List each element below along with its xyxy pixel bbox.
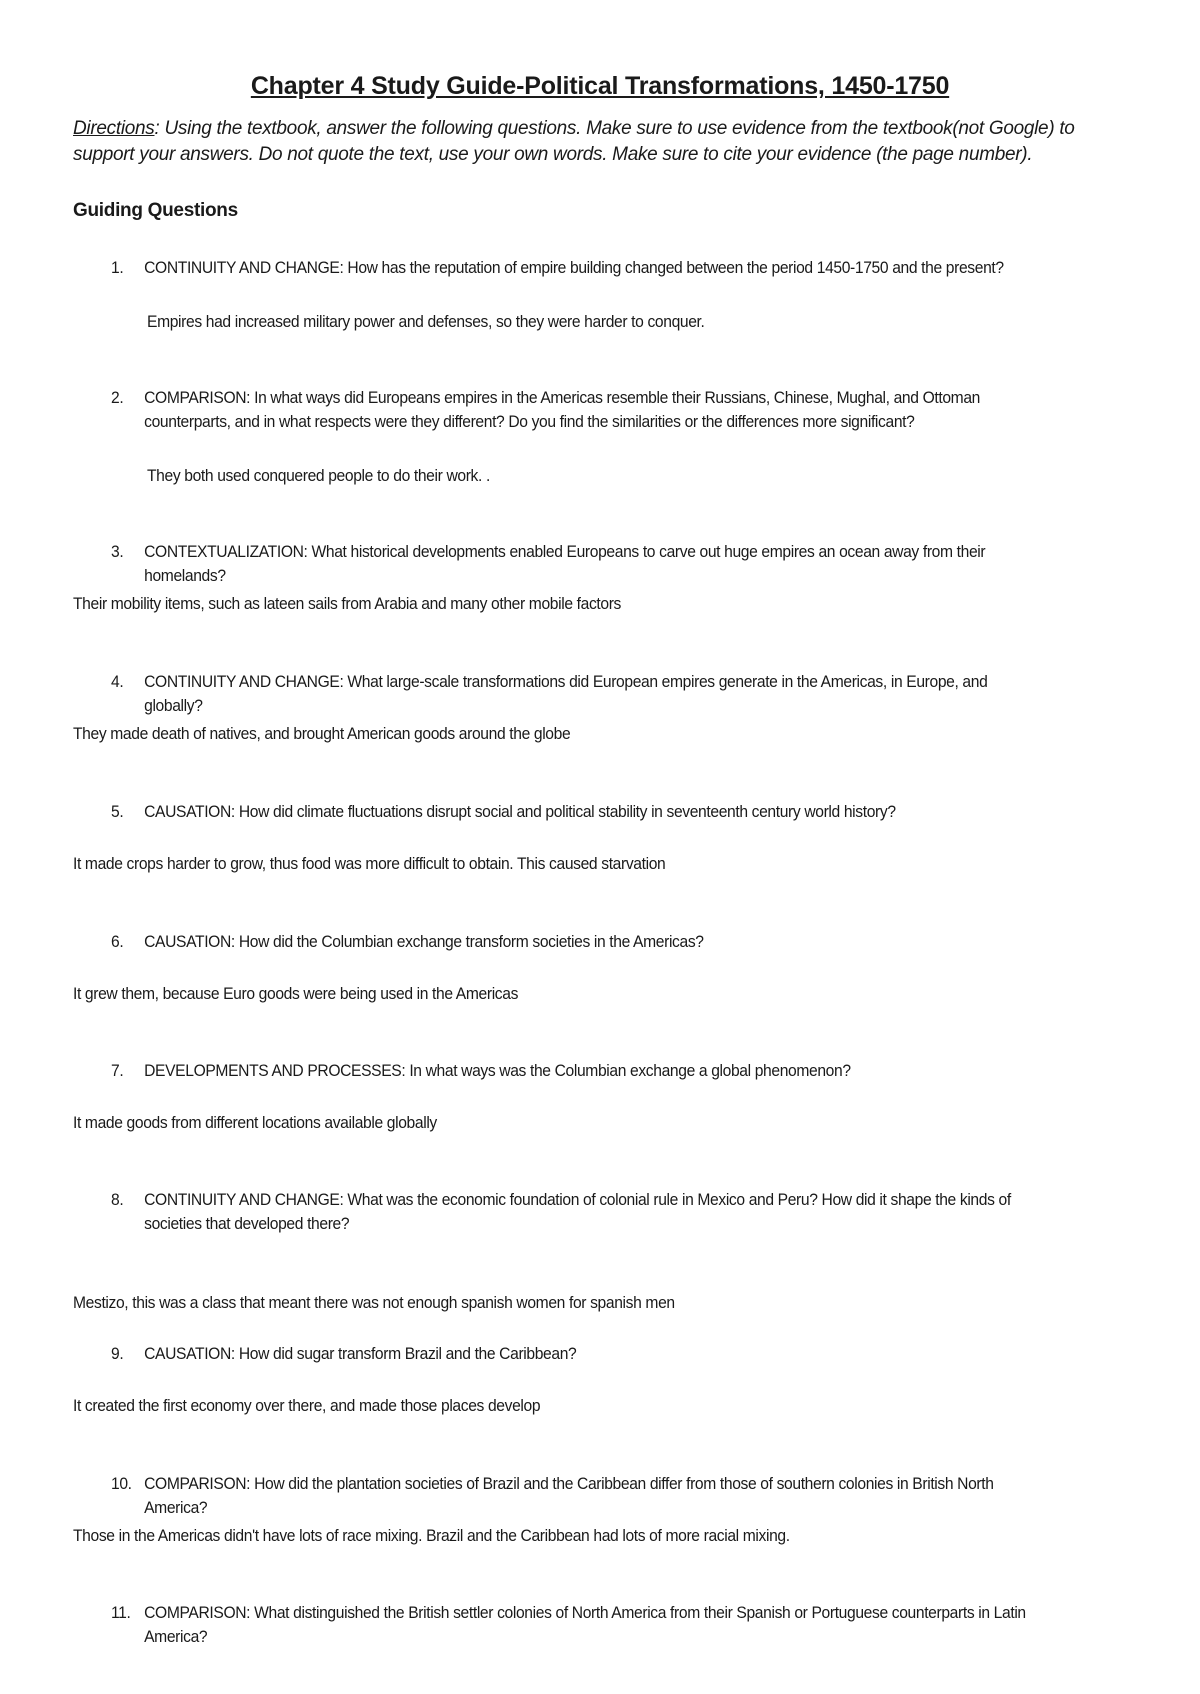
- answer-5: It made crops harder to grow, thus food was more difficult to obtain. This caused starvation: [73, 854, 666, 873]
- question-number: 3.: [111, 542, 124, 561]
- question-number: 2.: [111, 388, 124, 407]
- question-text: CAUSATION: How did climate fluctuations disrupt social and political stability in seventeenth century world history?: [144, 802, 896, 821]
- question-number: 5.: [111, 802, 124, 821]
- question-text: CONTEXTUALIZATION: What historical developments enabled Europeans to carve out huge empires an ocean away from their homelands?: [144, 542, 986, 585]
- question-text: DEVELOPMENTS AND PROCESSES: In what ways was the Columbian exchange a global phenomenon?: [144, 1061, 851, 1080]
- question-number: 10.: [111, 1474, 132, 1493]
- answer-6: It grew them, because Euro goods were being used in the Americas: [73, 984, 519, 1003]
- directions-text: : Using the textbook, answer the following questions. Make sure to use evidence from the textbook(not Google) to support your answers. Do not quote the text, use your own words. Make sure to cite your evidence (the page number).: [73, 118, 1075, 165]
- question-text: COMPARISON: In what ways did Europeans empires in the Americas resemble their Russians, Chinese, Mughal, and Ottoman counterparts, and in what respects were they different? Do you find the similarities or the differences more significant?: [144, 388, 980, 431]
- question-10: [111, 1472, 1049, 1520]
- question-text: CAUSATION: How did sugar transform Brazil and the Caribbean?: [144, 1344, 577, 1363]
- page-title: Chapter 4 Study Guide-Political Transformations, 1450-1750: [250, 72, 950, 100]
- directions-label: Directions: [73, 118, 155, 139]
- answer-2: They both used conquered people to do their work. .: [147, 466, 490, 485]
- question-text: COMPARISON: How did the plantation societies of Brazil and the Caribbean differ from those of southern colonies in British North America?: [144, 1474, 994, 1517]
- question-4: [111, 670, 1049, 718]
- question-number: 11.: [111, 1603, 131, 1622]
- question-text: COMPARISON: What distinguished the British settler colonies of North America from their Spanish or Portuguese counterparts in Latin America?: [144, 1603, 1026, 1646]
- answer-1: Empires had increased military power and defenses, so they were harder to conquer.: [147, 312, 705, 331]
- answer-9: It created the first economy over there, and made those places develop: [73, 1396, 541, 1415]
- question-text: CAUSATION: How did the Columbian exchange transform societies in the Americas?: [144, 932, 704, 951]
- section-heading: Guiding Questions: [73, 200, 238, 221]
- directions: [73, 116, 1133, 168]
- answer-4: They made death of natives, and brought American goods around the globe: [73, 724, 571, 743]
- question-2: [111, 386, 1049, 434]
- question-number: 6.: [111, 932, 124, 951]
- answer-8: Mestizo, this was a class that meant there was not enough spanish women for spanish men: [73, 1293, 675, 1312]
- question-text: CONTINUITY AND CHANGE: How has the reputation of empire building changed between the period 1450-1750 and the present?: [144, 258, 1004, 277]
- question-number: 4.: [111, 672, 124, 691]
- answer-10: Those in the Americas didn't have lots of race mixing. Brazil and the Caribbean had lots of more racial mixing.: [73, 1526, 790, 1545]
- question-5: [111, 800, 1049, 824]
- question-text: CONTINUITY AND CHANGE: What was the economic foundation of colonial rule in Mexico and Peru? How did it shape the kinds of societies that developed there?: [144, 1190, 1011, 1233]
- question-number: 8.: [111, 1190, 124, 1209]
- question-number: 1.: [111, 258, 124, 277]
- answer-3: Their mobility items, such as lateen sails from Arabia and many other mobile factors: [73, 594, 622, 613]
- answer-7: It made goods from different locations available globally: [73, 1113, 437, 1132]
- question-text: CONTINUITY AND CHANGE: What large-scale transformations did European empires generate in the Americas, in Europe, and globally?: [144, 672, 988, 715]
- question-number: 9.: [111, 1344, 124, 1363]
- question-7: [111, 1059, 1049, 1083]
- question-1: [111, 256, 1049, 280]
- question-3: [111, 540, 1049, 588]
- question-8: [111, 1188, 1049, 1236]
- question-9: [111, 1342, 1049, 1366]
- question-number: 7.: [111, 1061, 124, 1080]
- question-6: [111, 930, 1049, 954]
- question-11: [111, 1601, 1049, 1649]
